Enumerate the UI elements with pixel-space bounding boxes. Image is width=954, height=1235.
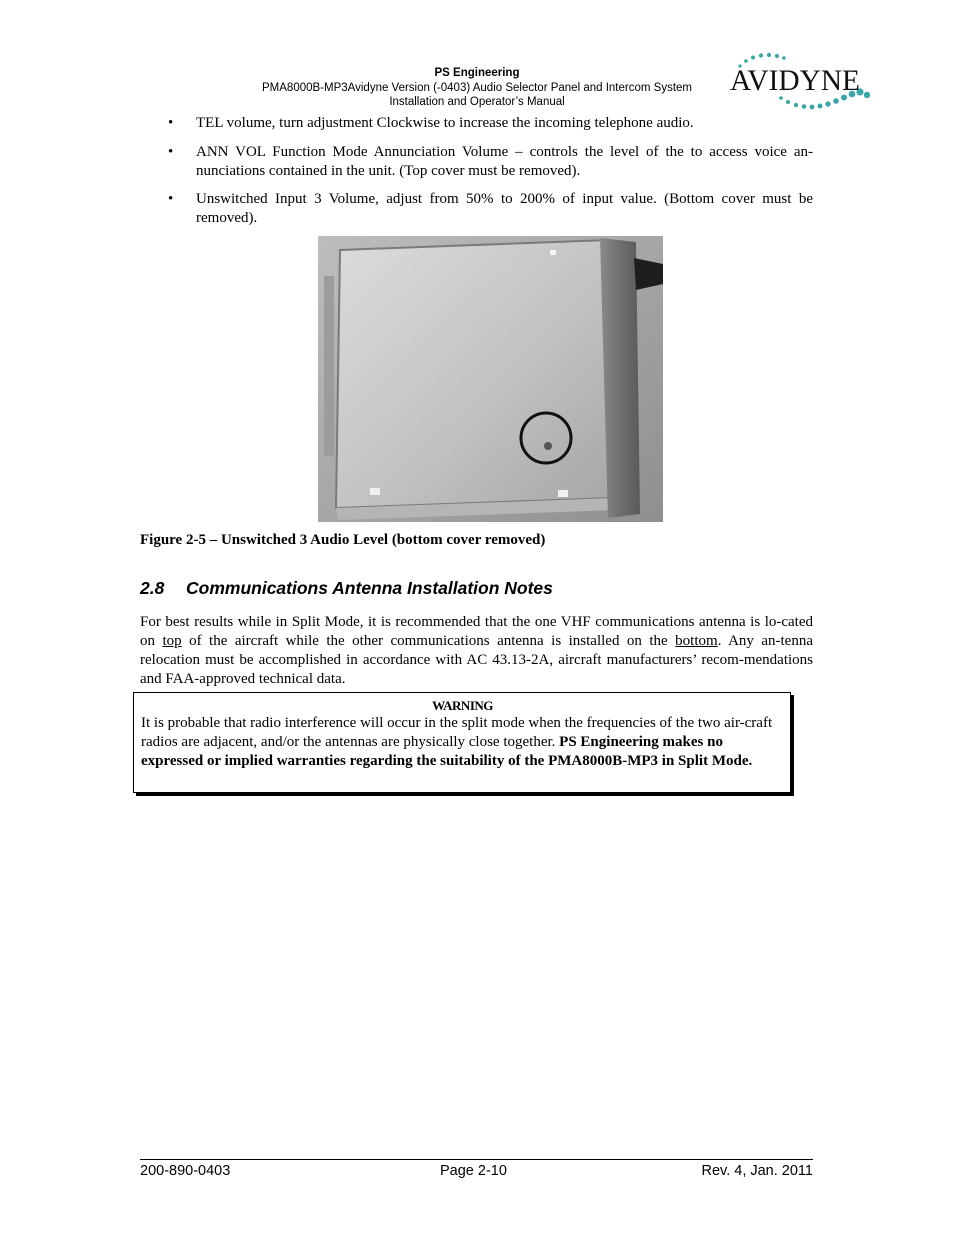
paragraph-underline-bottom: bottom (675, 633, 718, 649)
paragraph-text: . Any an-tenna relocation must be accomplished in accordance with AC 43.13-2A, aircraft manufacturers’ recom-mendations and FAA-approved technical data. (140, 633, 814, 687)
warning-title: WARNING (432, 698, 493, 713)
warning-bold-text: PS Engineering makes no expressed or implied warranties regarding the suitability of the PMA8000B-MP3 in Split Mode. (141, 734, 753, 769)
warning-text: It is probable that radio interference will occur in the split mode when the frequencies of the two air-craft radios are adjacent, and/or the antennas are physically close together. (141, 715, 773, 750)
bullet-item (140, 143, 813, 181)
footer-rule (140, 1159, 813, 1160)
section-number: 2.8 (140, 578, 165, 598)
paragraph-text: For best results while in Split Mode, it is recommended that the one VHF communications antenna is lo-cated on (140, 614, 813, 649)
section-heading (140, 578, 553, 599)
warning-body (141, 714, 784, 771)
paragraph-text: of the aircraft while the other communications antenna is installed on the (181, 633, 676, 649)
bullet-text: TEL volume, turn adjustment Clockwise to increase the incoming telephone audio. (196, 115, 694, 131)
footer-revision: Rev. 4, Jan. 2011 (701, 1163, 813, 1179)
body-paragraph (140, 613, 813, 689)
warning-box (133, 692, 791, 793)
footer-doc-number: 200-890-0403 (140, 1163, 231, 1179)
header-manual: Installation and Operator’s Manual (389, 96, 565, 108)
header-title: PMA8000B-MP3Avidyne Version (-0403) Audio Selector Panel and Intercom System (262, 82, 692, 94)
bullet-symbol: • (168, 144, 174, 160)
section-title: Communications Antenna Installation Notes (186, 578, 553, 598)
header-company: PS Engineering (434, 67, 520, 79)
footer-page: Page 2-10 (440, 1163, 507, 1179)
adjustment-hole-icon (544, 442, 552, 450)
bullet-item (140, 190, 813, 228)
bullet-symbol: • (168, 191, 174, 207)
figure-caption: Figure 2-5 – Unswitched 3 Audio Level (bottom cover removed) (140, 532, 546, 548)
bullet-item (140, 114, 813, 133)
avidyne-logo (726, 50, 872, 114)
bullet-symbol: • (168, 115, 174, 131)
logo-text: AVIDYNE (730, 64, 860, 97)
bullet-text: Unswitched Input 3 Volume, adjust from 50% to 200% of input value. (Bottom cover must be removed). (196, 191, 813, 226)
paragraph-underline-top: top (162, 633, 182, 649)
bullet-text: ANN VOL Function Mode Annunciation Volume – controls the level of the to access voice an-nunciations contained in the unit. (Top cover must be removed). (196, 144, 813, 179)
figure-photo (318, 236, 663, 522)
